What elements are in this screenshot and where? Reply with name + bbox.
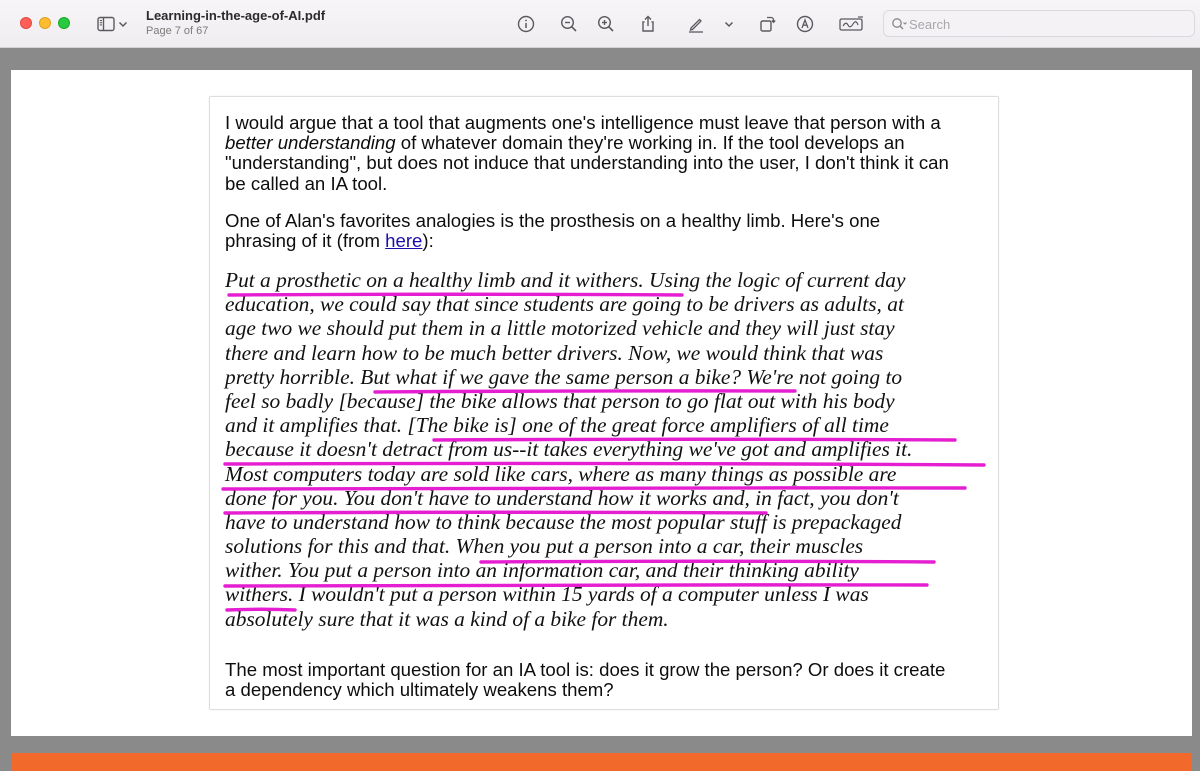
pdf-page[interactable] — [11, 70, 1192, 736]
quote-line: there and learn how to be much better drivers. Now, we would think that was — [225, 340, 884, 365]
quote-line: wither. You put a person into an information car, and their thinking ability — [225, 558, 859, 583]
quote-line: feel so badly [because] the bike allows that person to go flat out with his body — [225, 388, 895, 413]
para2-line-1: One of Alan's favorites analogies is the prosthesis on a healthy limb. Here's one — [225, 210, 881, 231]
zoom-out-icon[interactable] — [557, 12, 581, 36]
here-link[interactable]: here — [385, 230, 423, 252]
quote-line: pretty horrible. But what if we gave the same person a bike? We're not going to — [225, 364, 903, 389]
zoom-in-icon[interactable] — [594, 12, 618, 36]
quote-line: and it amplifies that. [The bike is] one of the great force amplifiers of all time — [225, 413, 889, 438]
quote-line: age two we should put them in a little motorized vehicle and they will just stay — [225, 316, 895, 341]
search-icon — [890, 15, 908, 33]
para3-line-1: The most important question for an IA tool is: does it grow the person? Or does it create — [225, 659, 946, 680]
quote-line: solutions for this and that. When you put a person into a car, their muscles — [225, 534, 864, 559]
paragraph-3 — [225, 660, 945, 700]
sidebar-icon[interactable] — [94, 12, 118, 36]
markup-chevron-down-icon[interactable] — [722, 12, 736, 36]
markup-circle-a-icon[interactable] — [793, 12, 817, 36]
minimize-window-button[interactable] — [39, 17, 51, 29]
info-icon[interactable] — [514, 12, 538, 36]
para1-line-3: "understanding", but does not induce that understanding into the user, I don't think it can — [225, 152, 949, 174]
para1-line-4: be called an IA tool. — [225, 172, 388, 194]
quote-line: have to understand how to think because the most popular stuff is prepackaged — [225, 509, 902, 534]
window-toolbar — [0, 0, 1200, 48]
markup-pen-icon[interactable] — [684, 12, 708, 36]
viewer-background — [0, 48, 1200, 70]
signature-icon[interactable] — [838, 12, 866, 36]
para3-line-2: a dependency which ultimately weakens them? — [225, 679, 614, 701]
italic-quote — [225, 268, 995, 631]
search-input[interactable] — [909, 14, 1179, 34]
close-window-button[interactable] — [20, 17, 32, 29]
paragraph-1 — [225, 113, 949, 194]
quote-line: withers. I wouldn't put a person within 15 yards of a computer unless I was — [225, 582, 869, 607]
quote-line: done for you. You don't have to understand how it works and, in fact, you don't — [225, 485, 899, 510]
quote-line: because it doesn't detract from us--it takes everything we've got and amplifies it. — [225, 437, 913, 462]
document-title: Learning-in-the-age-of-AI.pdf — [146, 8, 326, 23]
para1-line-2: better understanding of whatever domain they're working in. If the tool develops an — [225, 132, 905, 154]
quote-line: education, we could say that since students are going to be drivers as adults, at — [225, 292, 904, 317]
rotate-icon[interactable] — [755, 12, 779, 36]
share-icon[interactable] — [636, 12, 660, 36]
quote-line: absolutely sure that it was a kind of a bike for them. — [225, 606, 669, 631]
para1-line-1: I would argue that a tool that augments one's intelligence must leave that person with a — [225, 112, 941, 133]
para2-line-2: phrasing of it (from here): — [225, 230, 434, 252]
bottom-orange-bar — [11, 753, 1192, 771]
quote-line: Most computers today are sold like cars, where as many things as possible are — [225, 461, 897, 486]
page-indicator: Page 7 of 67 — [146, 25, 209, 37]
quote-line: Put a prosthetic on a healthy limb and it withers. Using the logic of current day — [225, 268, 906, 292]
emphasis-text: better understanding — [225, 132, 396, 154]
paragraph-2 — [225, 211, 880, 251]
chevron-down-icon[interactable] — [116, 12, 130, 36]
search-field[interactable] — [883, 10, 1195, 37]
zoom-window-button[interactable] — [58, 17, 70, 29]
